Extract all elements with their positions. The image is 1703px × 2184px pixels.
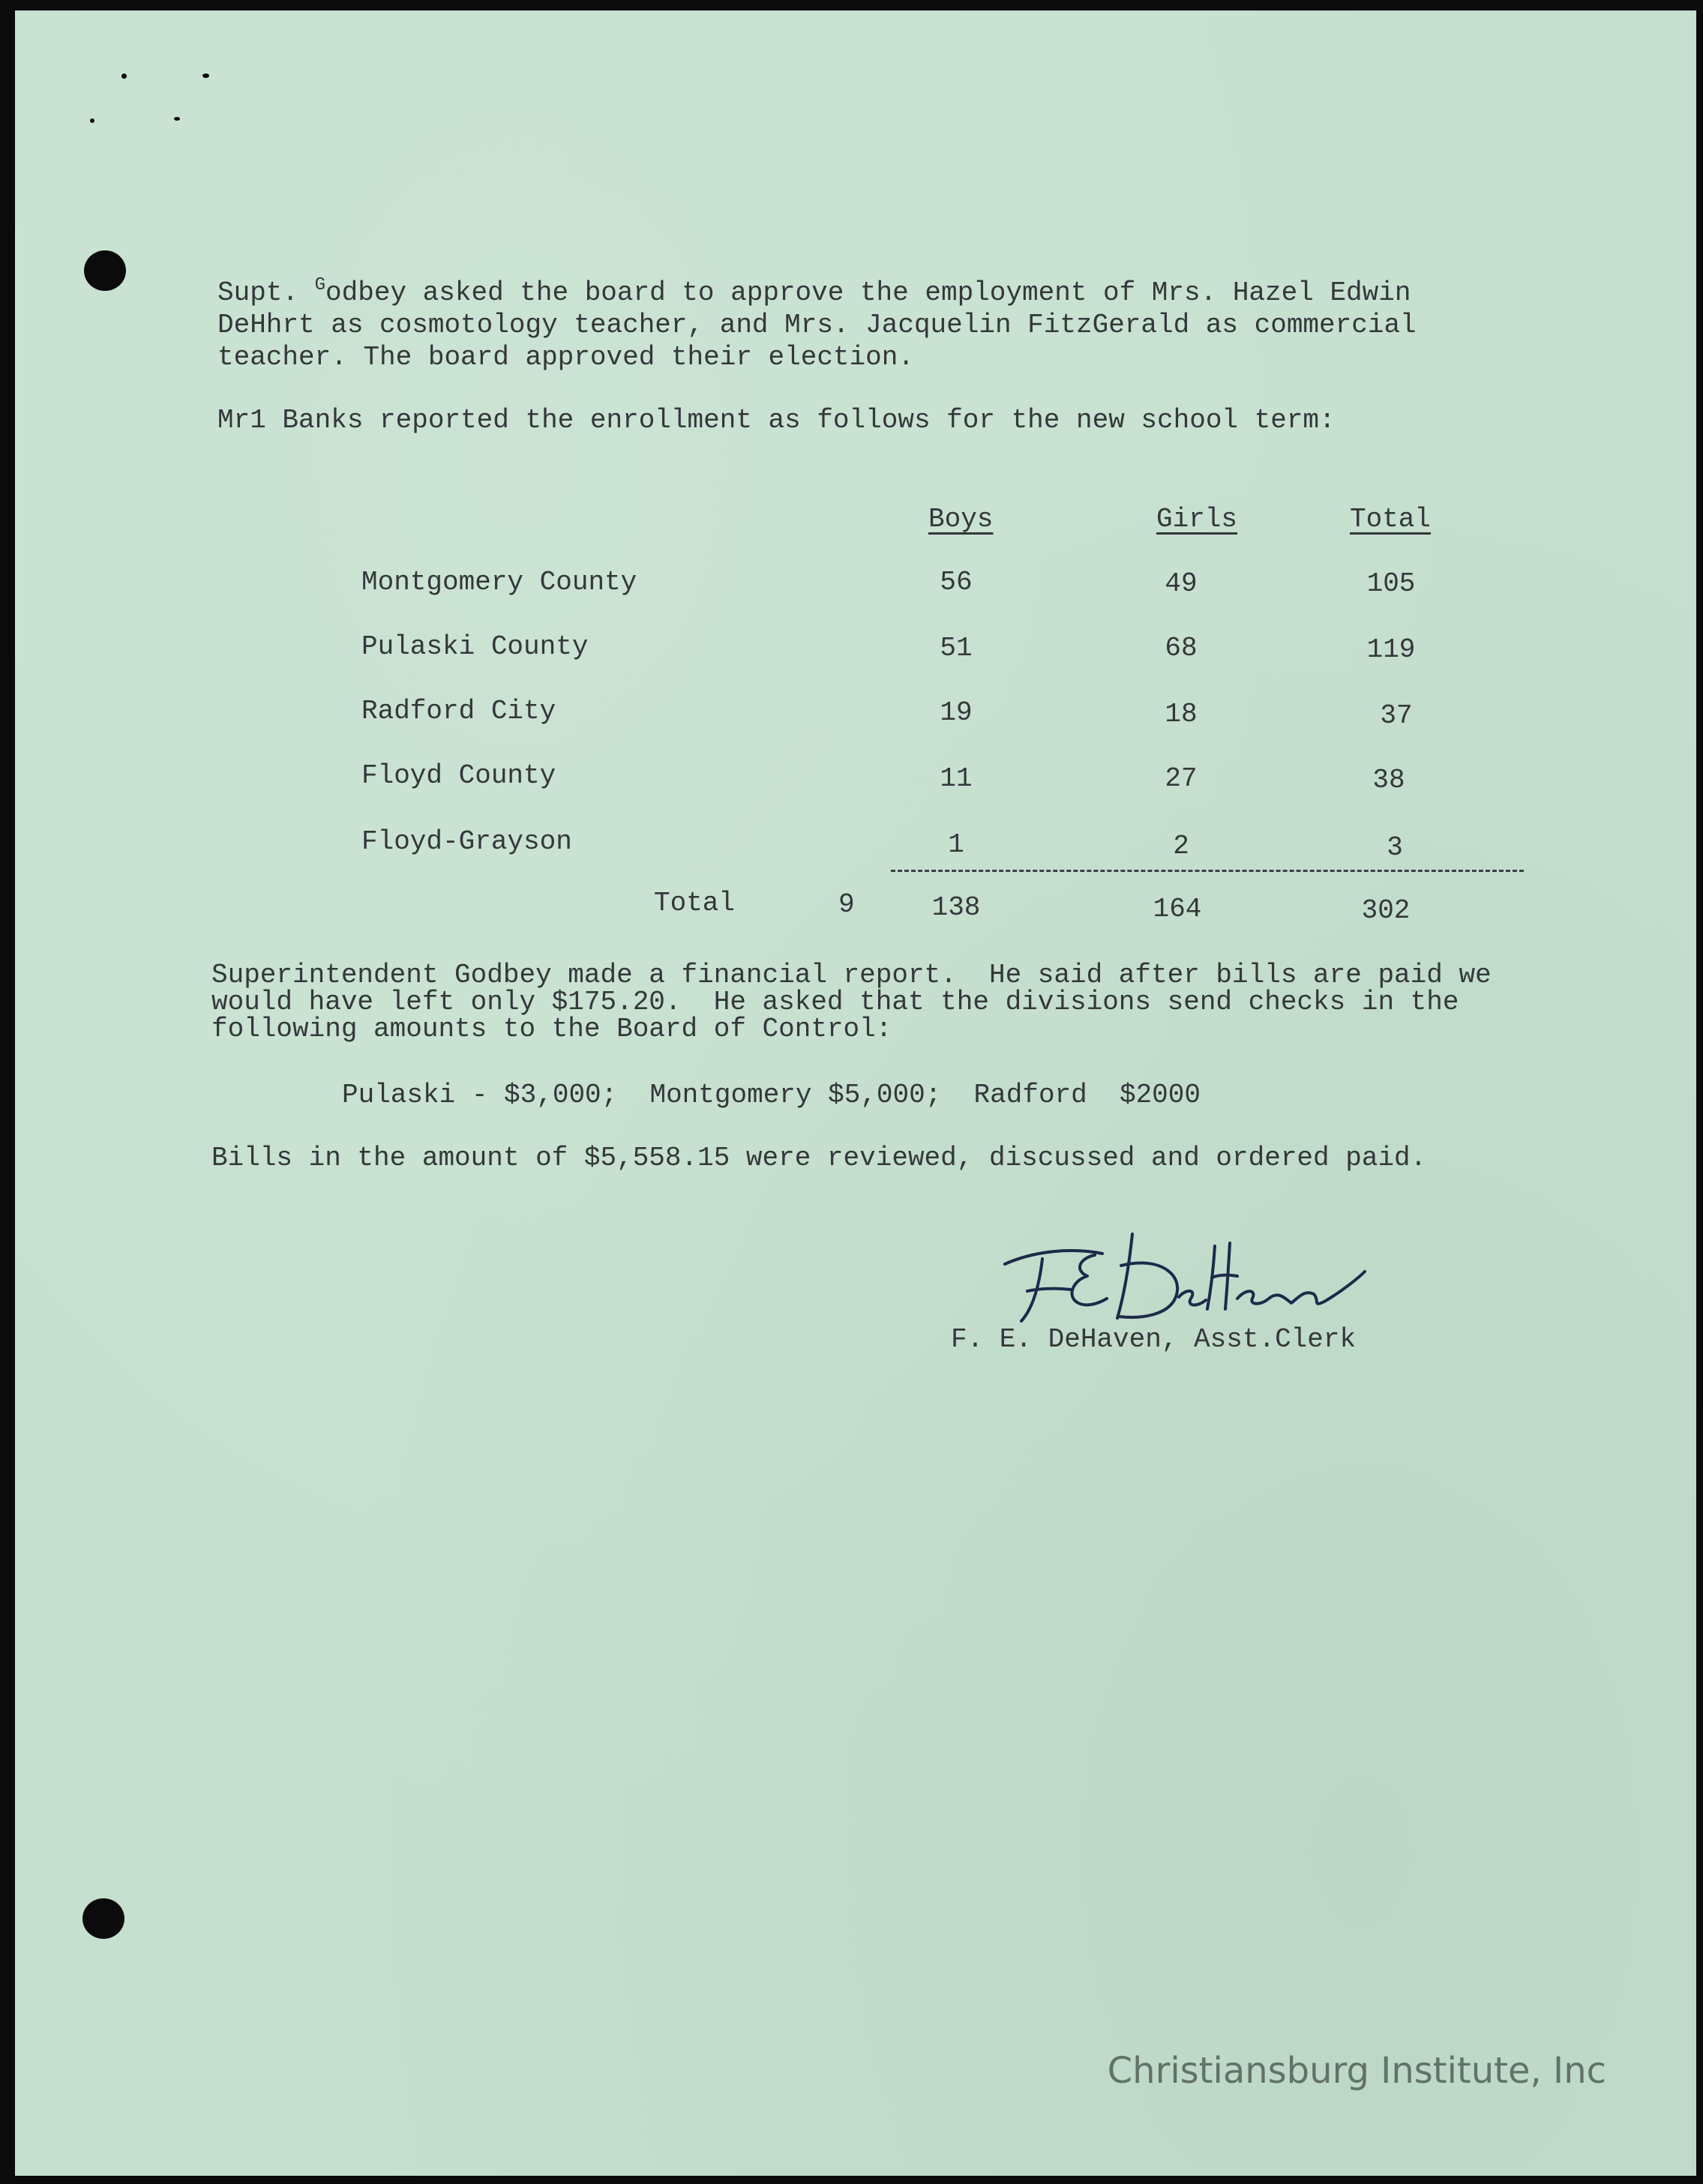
intro-line-1-prefix: Supt. — [217, 277, 315, 308]
table-cell-total: 37 — [1380, 700, 1413, 731]
intro-superscript-g: G — [314, 275, 326, 295]
total-girls: 164 — [1153, 894, 1202, 924]
table-cell-girls: 68 — [1165, 633, 1198, 664]
amounts-line: Pulaski - $3,000; Montgomery $5,000; Radford $2000 — [342, 1080, 1201, 1110]
column-header-total: Total — [1350, 504, 1432, 535]
typed-signature-name: F. E. DeHaven, Asst.Clerk — [951, 1324, 1357, 1355]
table-cell-girls: 49 — [1165, 568, 1198, 599]
table-cell-girls: 2 — [1173, 831, 1189, 861]
table-cell-total: 119 — [1366, 634, 1416, 665]
speck — [202, 73, 209, 78]
total-boys: 138 — [931, 892, 981, 923]
table-cell-boys: 11 — [940, 763, 973, 794]
speck — [90, 118, 94, 123]
table-cell-boys: 56 — [940, 567, 973, 598]
intro-line-1-rest: odbey asked the board to approve the employment of Mrs. Hazel Edwin — [325, 277, 1411, 308]
speck — [174, 117, 180, 121]
signature-drawing — [990, 1225, 1380, 1338]
financial-line-3: following amounts to the Board of Control: — [211, 1014, 892, 1044]
intro-line-3: teacher. The board approved their election. — [217, 342, 914, 373]
table-row-division: Floyd-Grayson — [361, 826, 572, 857]
table-cell-total: 105 — [1366, 568, 1416, 599]
punch-hole-top — [84, 250, 126, 291]
financial-line-1: Superintendent Godbey made a financial report. He said after bills are paid we — [211, 960, 1492, 990]
table-cell-total: 38 — [1372, 765, 1405, 795]
total-stray-mark: 9 — [838, 889, 855, 920]
enrollment-intro: Mr1 Banks reported the enrollment as follows for the new school term: — [217, 405, 1336, 436]
table-cell-total: 3 — [1387, 832, 1403, 863]
intro-line-1 — [217, 277, 1411, 308]
table-cell-girls: 27 — [1165, 763, 1198, 794]
column-header-boys: Boys — [928, 504, 994, 535]
table-row-division: Pulaski County — [361, 631, 589, 662]
table-cell-boys: 19 — [940, 697, 973, 728]
punch-hole-bottom — [82, 1898, 124, 1939]
financial-line-2: would have left only $175.20. He asked that the divisions send checks in the — [211, 987, 1459, 1017]
watermark: Christiansburg Institute, Inc — [1107, 2050, 1606, 2092]
table-row-division: Floyd County — [361, 760, 556, 791]
table-row-division: Radford City — [361, 696, 556, 727]
totals-rule — [891, 870, 1524, 872]
table-cell-girls: 18 — [1165, 699, 1198, 729]
document-page — [15, 10, 1696, 2176]
speck — [121, 73, 127, 79]
total-label: Total — [654, 888, 736, 918]
table-cell-boys: 51 — [940, 633, 973, 664]
table-cell-boys: 1 — [948, 829, 964, 860]
table-row-division: Montgomery County — [361, 567, 637, 598]
bills-line: Bills in the amount of $5,558.15 were reviewed, discussed and ordered paid. — [211, 1143, 1427, 1173]
handwritten-signature — [990, 1225, 1380, 1338]
column-header-girls: Girls — [1156, 504, 1238, 535]
intro-line-2: DeHhrt as cosmotology teacher, and Mrs. Jacquelin FitzGerald as commercial — [217, 310, 1417, 340]
total-total: 302 — [1361, 895, 1411, 926]
